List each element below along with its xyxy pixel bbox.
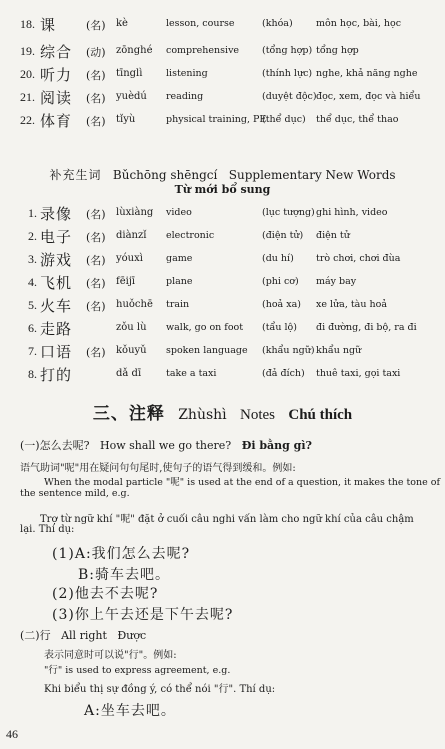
vocab-row — [20, 249, 440, 271]
notes-heading-en: Notes — [240, 407, 276, 423]
vocab-sino-vietnamese: (tổng hợp) — [262, 45, 313, 56]
vocab-number: 1. — [28, 206, 37, 220]
supplementary-heading — [0, 166, 445, 183]
vocab-row — [20, 295, 440, 317]
vocab-sino-vietnamese: (khẩu ngữ) — [262, 345, 315, 356]
note-en-text: "行" is used to express agreement, e.g. — [44, 665, 231, 676]
vocab-english: video — [166, 207, 192, 218]
note-zh-text: 表示同意时可以说"行"。例如: — [44, 650, 177, 661]
vocab-hanzi: 综合 — [40, 43, 73, 61]
vocab-vietnamese: xe lửa, tàu hoả — [316, 299, 387, 310]
vocab-pinyin: diànzǐ — [116, 230, 147, 241]
vocab-sino-vietnamese: (hoả xa) — [262, 299, 301, 310]
vocab-number: 19. — [20, 44, 35, 58]
vocab-pinyin: zōnghé — [116, 45, 153, 56]
vocab-pinyin: dǎ dī — [116, 368, 142, 379]
vocab-pos: (动) — [86, 46, 106, 59]
vocab-pos: (名) — [86, 300, 106, 313]
vocab-pos: (名) — [86, 19, 106, 32]
vocab-hanzi: 打的 — [40, 366, 73, 384]
vocab-pinyin: tǐyù — [116, 114, 136, 125]
vocab-vietnamese: ghi hình, video — [316, 207, 388, 218]
vocab-english: game — [166, 253, 193, 264]
vocab-hanzi: 课 — [40, 16, 57, 34]
vocab-hanzi: 体育 — [40, 112, 73, 130]
supplementary-heading-en: Supplementary New Words — [228, 168, 396, 182]
vocab-pos: (名) — [86, 208, 106, 221]
vocab-sino-vietnamese: (phi cơ) — [262, 276, 299, 287]
vocab-pinyin: lùxiàng — [116, 207, 154, 218]
vocab-vietnamese: điện tử — [316, 230, 350, 241]
note-heading-en: All right — [61, 629, 107, 642]
vocab-sino-vietnamese: (duyệt độc) — [262, 91, 317, 102]
vocab-pos: (名) — [86, 346, 106, 359]
vocab-english: take a taxi — [166, 368, 217, 379]
vocab-row — [20, 364, 440, 386]
vocab-number: 22. — [20, 113, 35, 127]
vocab-pinyin: huǒchē — [116, 299, 153, 310]
vocab-number: 7. — [28, 344, 37, 358]
vocab-pinyin: kè — [116, 18, 128, 29]
vocab-pinyin: kǒuyǔ — [116, 345, 147, 356]
vocab-english: electronic — [166, 230, 215, 241]
vocab-number: 21. — [20, 90, 35, 104]
page-number: 46 — [6, 727, 18, 741]
note-heading-vi: Đi bằng gì? — [241, 439, 312, 452]
vocab-row — [20, 64, 440, 86]
vocab-hanzi: 录像 — [40, 205, 73, 223]
example-sentence: (3)你上午去还是下午去呢? — [52, 607, 234, 623]
vocab-sino-vietnamese: (du hí) — [262, 253, 294, 264]
note-heading — [20, 627, 146, 643]
notes-heading-vi: Chú thích — [288, 407, 353, 423]
vocab-hanzi: 阅读 — [40, 89, 73, 107]
vocab-row — [20, 14, 440, 36]
vocab-vietnamese: máy bay — [316, 276, 357, 287]
vocab-vietnamese: nghe, khả năng nghe — [316, 68, 418, 79]
vocab-vietnamese: trò chơi, chơi đùa — [316, 253, 401, 264]
example-sentence: A:坐车去吧。 — [84, 703, 176, 719]
vocab-vietnamese: môn học, bài, học — [316, 18, 402, 29]
vocab-number: 18. — [20, 17, 35, 31]
vocab-hanzi: 飞机 — [40, 274, 73, 292]
supplementary-heading-vi: Từ mới bổ sung — [174, 183, 271, 196]
vocab-vietnamese: thể dục, thể thao — [316, 114, 399, 125]
vocab-number: 4. — [28, 275, 37, 289]
vocab-english: reading — [166, 91, 204, 102]
example-sentence: (1)A:我们怎么去呢? — [52, 546, 191, 562]
vocab-sino-vietnamese: (lục tượng) — [262, 207, 315, 218]
vocab-sino-vietnamese: (điện tử) — [262, 230, 304, 241]
note-heading-en: How shall we go there? — [99, 439, 232, 452]
vocab-pinyin: tīnglì — [116, 68, 143, 79]
vocab-pos: (名) — [86, 231, 106, 244]
vocab-pinyin: fēijī — [116, 276, 136, 287]
vocab-english: train — [166, 299, 190, 310]
vocab-vietnamese: đi đường, đi bộ, ra đi — [316, 322, 417, 333]
notes-heading-pinyin: Zhùshì — [178, 407, 227, 423]
vocab-pinyin: zǒu lù — [116, 322, 147, 333]
vocab-english: spoken language — [166, 345, 248, 356]
vocab-english: lesson, course — [166, 18, 235, 29]
note-heading-zh: (二)行 — [20, 629, 51, 642]
supplementary-heading-zh: 补充生词 — [49, 168, 102, 182]
note-vi-text: lại. Thí dụ: — [20, 524, 75, 535]
vocab-row — [20, 110, 440, 132]
example-sentence: B:骑车去吧。 — [78, 567, 171, 583]
note-zh-text: 语气助词"呢"用在疑问句句尾时,使句子的语气得到缓和。例如: — [20, 463, 296, 474]
vocab-pinyin: yóuxì — [116, 253, 143, 264]
vocab-number: 3. — [28, 252, 37, 266]
vocab-pos: (名) — [86, 69, 106, 82]
vocab-number: 20. — [20, 67, 35, 81]
vocab-pos: (名) — [86, 92, 106, 105]
vocab-sino-vietnamese: (khóa) — [262, 18, 293, 29]
vocab-pos: (名) — [86, 115, 106, 128]
vocab-english: plane — [166, 276, 193, 287]
example-sentence: (2)他去不去呢? — [52, 586, 159, 602]
vocab-row — [20, 318, 440, 340]
vocab-row — [20, 87, 440, 109]
vocab-row — [20, 272, 440, 294]
vocab-number: 2. — [28, 229, 37, 243]
vocab-number: 8. — [28, 367, 37, 381]
vocab-pinyin: yuèdú — [116, 91, 147, 102]
vocab-vietnamese: thuê taxi, gọi taxi — [316, 368, 401, 379]
supplementary-heading-pinyin: Bǔchōng shēngcí — [112, 168, 218, 182]
vocab-row — [20, 203, 440, 225]
vocab-vietnamese: khẩu ngữ — [316, 345, 362, 356]
note-vi-text: Trợ từ ngữ khí "呢" đặt ở cuối câu nghi vấn làm cho ngữ khí của câu chậm — [40, 514, 414, 525]
vocab-english: physical training, PE — [166, 114, 267, 125]
vocab-vietnamese: đọc, xem, đọc và hiểu — [316, 91, 421, 102]
notes-heading — [0, 399, 445, 424]
vocab-hanzi: 游戏 — [40, 251, 73, 269]
note-heading — [20, 437, 312, 453]
vocab-hanzi: 火车 — [40, 297, 73, 315]
note-heading-zh: (一)怎么去呢? — [20, 439, 90, 452]
vocab-row — [20, 341, 440, 363]
note-en-text: the sentence mild, e.g. — [20, 488, 130, 499]
vocab-sino-vietnamese: (đả đích) — [262, 368, 305, 379]
note-vi-text: Khi biểu thị sự đồng ý, có thể nói "行". Thí dụ: — [44, 684, 276, 695]
vocab-sino-vietnamese: (tẩu lộ) — [262, 322, 297, 333]
vocab-english: walk, go on foot — [166, 322, 244, 333]
vocab-hanzi: 听力 — [40, 66, 73, 84]
vocab-pos: (名) — [86, 254, 106, 267]
note-heading-vi: Được — [117, 629, 147, 642]
vocab-pos: (名) — [86, 277, 106, 290]
vocab-number: 6. — [28, 321, 37, 335]
vocab-hanzi: 口语 — [40, 343, 73, 361]
vocab-english: listening — [166, 68, 208, 79]
vocab-row — [20, 226, 440, 248]
vocab-number: 5. — [28, 298, 37, 312]
vocab-sino-vietnamese: (thính lực) — [262, 68, 313, 79]
vocab-english: comprehensive — [166, 45, 240, 56]
notes-heading-zh: 三、注释 — [92, 404, 165, 424]
vocab-vietnamese: tổng hợp — [316, 45, 359, 56]
vocab-hanzi: 走路 — [40, 320, 73, 338]
note-en-text: When the modal particle "呢" is used at the end of a question, it makes the tone of — [44, 477, 441, 488]
vocab-sino-vietnamese: (thể dục) — [262, 114, 306, 125]
vocab-row — [20, 41, 440, 63]
vocab-hanzi: 电子 — [40, 228, 73, 246]
